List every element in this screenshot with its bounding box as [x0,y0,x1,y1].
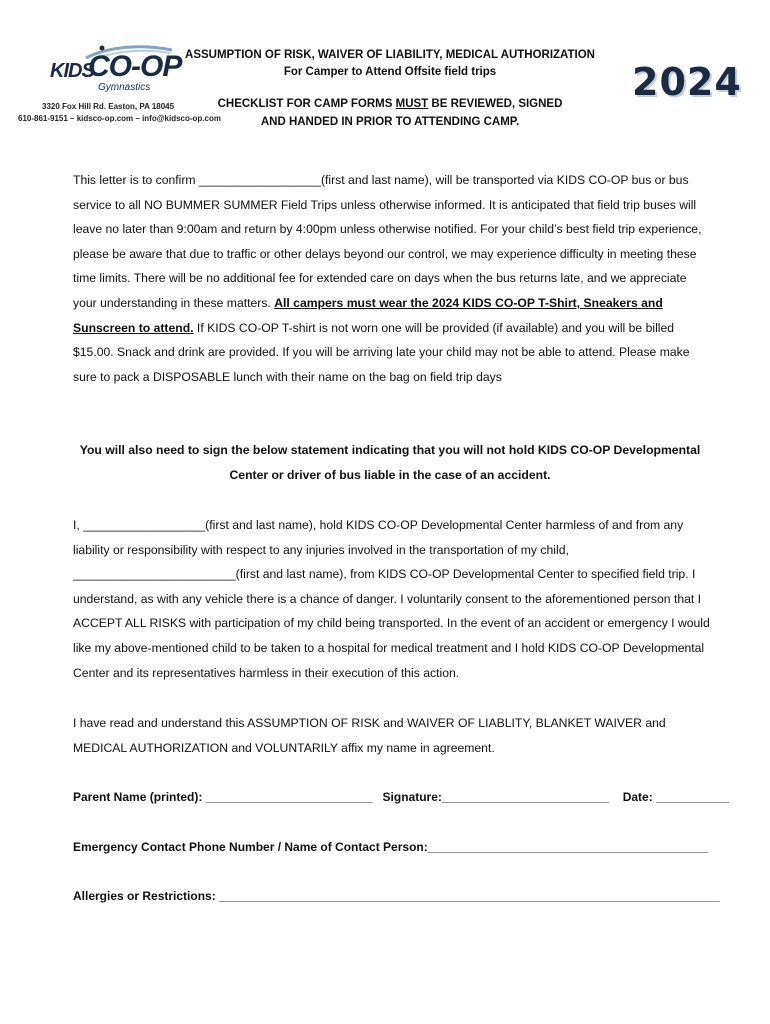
form-subtitle: For Camper to Attend Offsite field trips [283,66,497,78]
confirmation-paragraph [73,168,713,389]
logo-gymnastics-text: Gymnastics [98,82,151,93]
form-title: ASSUMPTION OF RISK, WAIVER OF LIABILITY, MEDICAL AUTHORIZATION [185,49,595,61]
agreement-paragraph: I have read and understand this ASSUMPTION OF RISK and WAIVER OF LIABLITY, BLANKET WAIVER and MEDICAL AUTHORIZATION and VOLUNTARILY affix my name in agreement. [73,716,666,755]
signature-field[interactable]: Signature:_________________________ [382,790,609,804]
parent-signature-line [73,790,729,804]
date-field[interactable]: Date: ___________ [622,790,730,804]
kids-coop-logo [18,50,221,125]
liability-statement-heading: You will also need to sign the below statement indicating that you will not hold KIDS CO-OP Developmental Center or driver of bus liable in the case of an accident. [79,443,701,482]
p1-requirement: All campers must wear the 2024 KIDS CO-OP T-Shirt, Sneakers and Sunscreen to attend. [73,295,663,335]
parent-name-field[interactable]: Parent Name (printed): _________________________ [73,790,373,804]
p1-text-b: If KIDS CO-OP T-shirt is not worn one will be provided (if available) and you will be billed $15.00. Snack and drink are provided. If you will be arriving late your child may not be able to attend. Please make sure to pack a DISPOSABLE lunch with their name on the bag on field trip days [73,320,690,384]
checklist-pre: CHECKLIST FOR CAMP FORMS [217,98,396,110]
year-badge: 2024 [632,60,742,104]
checklist-post: BE REVIEWED, SIGNED [428,98,563,110]
p1-text-a: This letter is to confirm __________________(first and last name), will be transported via KIDS CO-OP bus or bus service to all NO BUMMER SUMMER Field Trips unless otherwise informed. It is anticipated that field trip buses will leave no later than 9:00am and return by 4:00pm unless otherwise notified. For your child’s best field trip experience, please be aware that due to traffic or other delays beyond our control, we may experience difficulty in meeting these time limits. There will be no additional fee for extended care on days when the bus returns late, and we appreciate your understanding in these matters. [73,173,702,310]
logo-address: 3320 Fox Hill Rd. Easton, PA 18045 [42,102,175,111]
waiver-paragraph: I, __________________(first and last name), hold KIDS CO-OP Developmental Center harmless of and from any liability or responsibility with respect to any injuries involved in the transportation of my child, ________________________(first and last name), from KIDS CO-OP Developmental Center to specified field trip. I understand, as with any vehicle there is a chance of danger. I voluntarily consent to the aforementioned person that I ACCEPT ALL RISKS with participation of my child being transported. In the event of an accident or emergency I would like my above-mentioned child to be taken to a hospital for medical treatment and I hold KIDS CO-OP Developmental Center and its representatives harmless in their execution of this action. [73,518,710,680]
logo-coop-text: CO-OP [88,50,182,83]
checklist-must: MUST [395,98,429,110]
checklist-line-2: AND HANDED IN PRIOR TO ATTENDING CAMP. [260,116,520,128]
logo-contact: 610-861-9151 – kidsco-op.com – info@kidsco-op.com [18,114,221,123]
emergency-contact-field[interactable]: Emergency Contact Phone Number / Name of Contact Person:__________________________________________ [73,840,709,854]
logo-kids-text: KIDS [50,60,94,82]
allergies-field[interactable]: Allergies or Restrictions: ___________________________________________________________________________ [73,889,720,903]
checklist-line-1 [160,98,620,110]
